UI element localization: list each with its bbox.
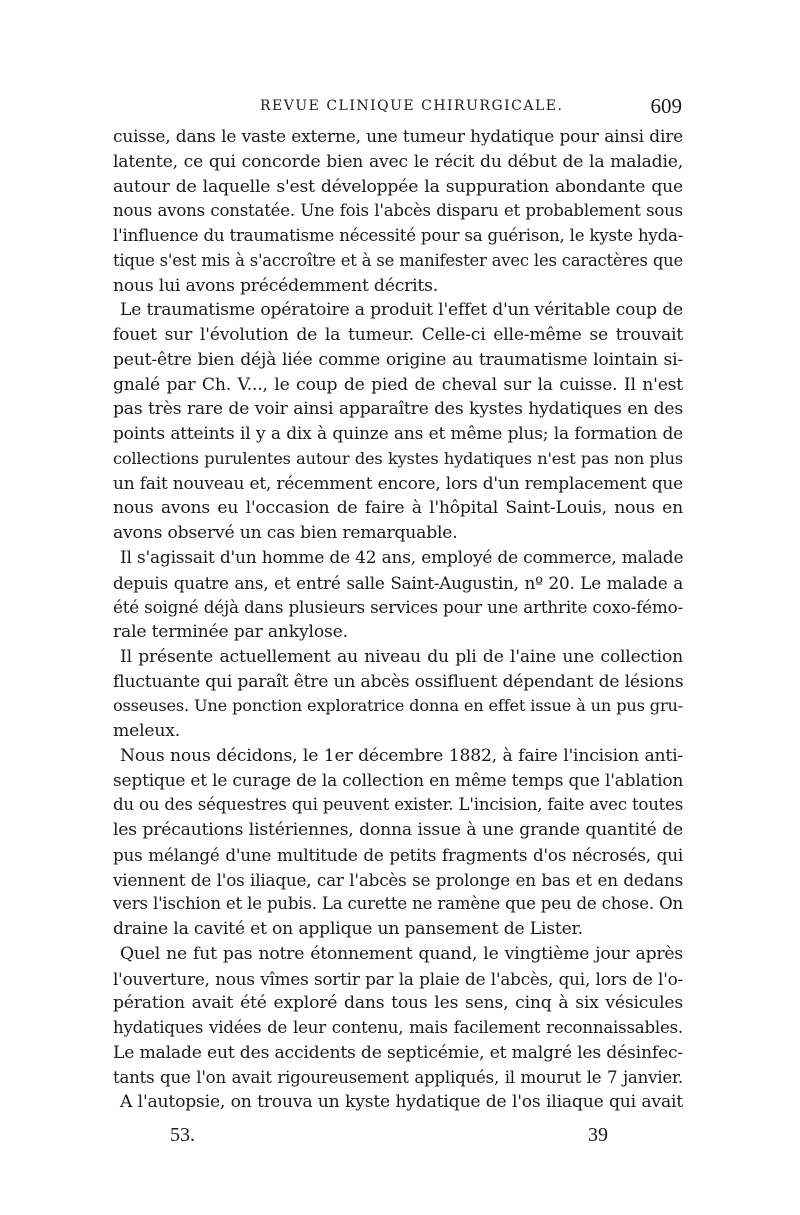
- text-line: Le malade eut des accidents de septicémie, et malgré les désinfec-: [113, 1042, 683, 1063]
- text-line: un fait nouveau et, récemment encore, lors d'un remplacement que: [113, 473, 683, 494]
- text-line: septique et le curage de la collection en même temps que l'ablation: [113, 770, 684, 791]
- text-line: Quel ne fut pas notre étonnement quand, le vingtième jour après: [120, 943, 683, 964]
- text-line: pus mélangé d'une multitude de petits fragments d'os nécrosés, qui: [113, 844, 683, 865]
- text-line: nous avons eu l'occasion de faire à l'hôpital Saint-Louis, nous en: [113, 498, 683, 519]
- text-line: latente, ce qui concorde bien avec le récit du début de la maladie,: [113, 151, 683, 172]
- text-line: gnalé par Ch. V..., le coup de pied de cheval sur la cuisse. Il n'est: [113, 374, 683, 395]
- text-line: l'influence du traumatisme nécessité pour sa guérison, le kyste hyda-: [113, 226, 684, 245]
- text-line: depuis quatre ans, et entré salle Saint-Augustin, nº 20. Le malade a: [113, 572, 683, 593]
- body-text: [113, 125, 683, 1115]
- text-line: Il présente actuellement au niveau du pli de l'aine une collection: [120, 646, 683, 667]
- text-line: rale terminée par ankylose.: [113, 622, 348, 642]
- text-line: nous lui avons précédemment décrits.: [113, 275, 439, 296]
- text-line: points atteints il y a dix à quinze ans et même plus; la formation de: [113, 424, 683, 444]
- text-line: été soigné déjà dans plusieurs services pour une arthrite coxo-fémo-: [113, 597, 683, 618]
- text-line: avons observé un cas bien remarquable.: [113, 523, 458, 543]
- running-title: REVUE CLINIQUE CHIRURGICALE.: [260, 98, 564, 114]
- text-line: vers l'ischion et le pubis. La curette ne ramène que peu de chose. On: [113, 894, 683, 914]
- text-line: peut-être bien déjà liée comme origine au traumatisme lointain si-: [113, 349, 683, 370]
- signature-mark: 53.: [170, 1124, 195, 1146]
- text-line: hydatiques vidées de leur contenu, mais facilement reconnaissables.: [113, 1018, 683, 1037]
- text-line: autour de laquelle s'est développée la suppuration abondante que: [113, 176, 683, 197]
- running-head: [112, 96, 682, 120]
- text-line: Le traumatisme opératoire a produit l'effet d'un véritable coup de: [120, 300, 683, 321]
- text-line: draine la cavité et on applique un pansement de Lister.: [113, 919, 583, 939]
- text-line: pas très rare de voir ainsi apparaître des kystes hydatiques en des: [113, 399, 683, 420]
- text-line: les précautions listériennes, donna issue à une grande quantité de: [113, 820, 683, 840]
- text-line: l'ouverture, nous vîmes sortir par la plaie de l'abcès, qui, lors de l'o-: [113, 968, 683, 989]
- text-line: A l'autopsie, on trouva un kyste hydatique de l'os iliaque qui avait: [120, 1092, 683, 1113]
- sheet-number: 39: [588, 1124, 608, 1146]
- text-line: cuisse, dans le vaste externe, une tumeur hydatique pour ainsi dire: [113, 127, 683, 147]
- text-line: collections purulentes autour des kystes hydatiques n'est pas non plus: [113, 448, 683, 468]
- text-line: viennent de l'os iliaque, car l'abcès se prolonge en bas et en dedans: [113, 869, 683, 890]
- text-line: fluctuante qui paraît être un abcès ossifluent dépendant de lésions: [113, 671, 684, 692]
- text-line: fouet sur l'évolution de la tumeur. Celle-ci elle-même se trouvait: [113, 325, 683, 345]
- text-line: du ou des séquestres qui peuvent exister. L'incision, faite avec toutes: [113, 795, 684, 815]
- text-line: tique s'est mis à s'accroître et à se manifester avec les caractères que: [113, 250, 683, 270]
- text-line: meleux.: [113, 721, 180, 741]
- text-line: pération avait été exploré dans tous les sens, cinq à six vésicules: [113, 993, 683, 1014]
- page-footer: [160, 1124, 620, 1154]
- text-line: osseuses. Une ponction exploratrice donna en effet issue à un pus gru-: [113, 696, 683, 716]
- text-line: Nous nous décidons, le 1er décembre 1882, à faire l'incision anti-: [120, 745, 683, 766]
- text-line: tants que l'on avait rigoureusement appliqués, il mourut le 7 janvier.: [113, 1067, 683, 1087]
- text-line: Il s'agissait d'un homme de 42 ans, employé de commerce, malade: [120, 547, 684, 568]
- text-line: nous avons constatée. Une fois l'abcès disparu et probablement sous: [113, 201, 683, 221]
- page-number: 609: [650, 94, 682, 118]
